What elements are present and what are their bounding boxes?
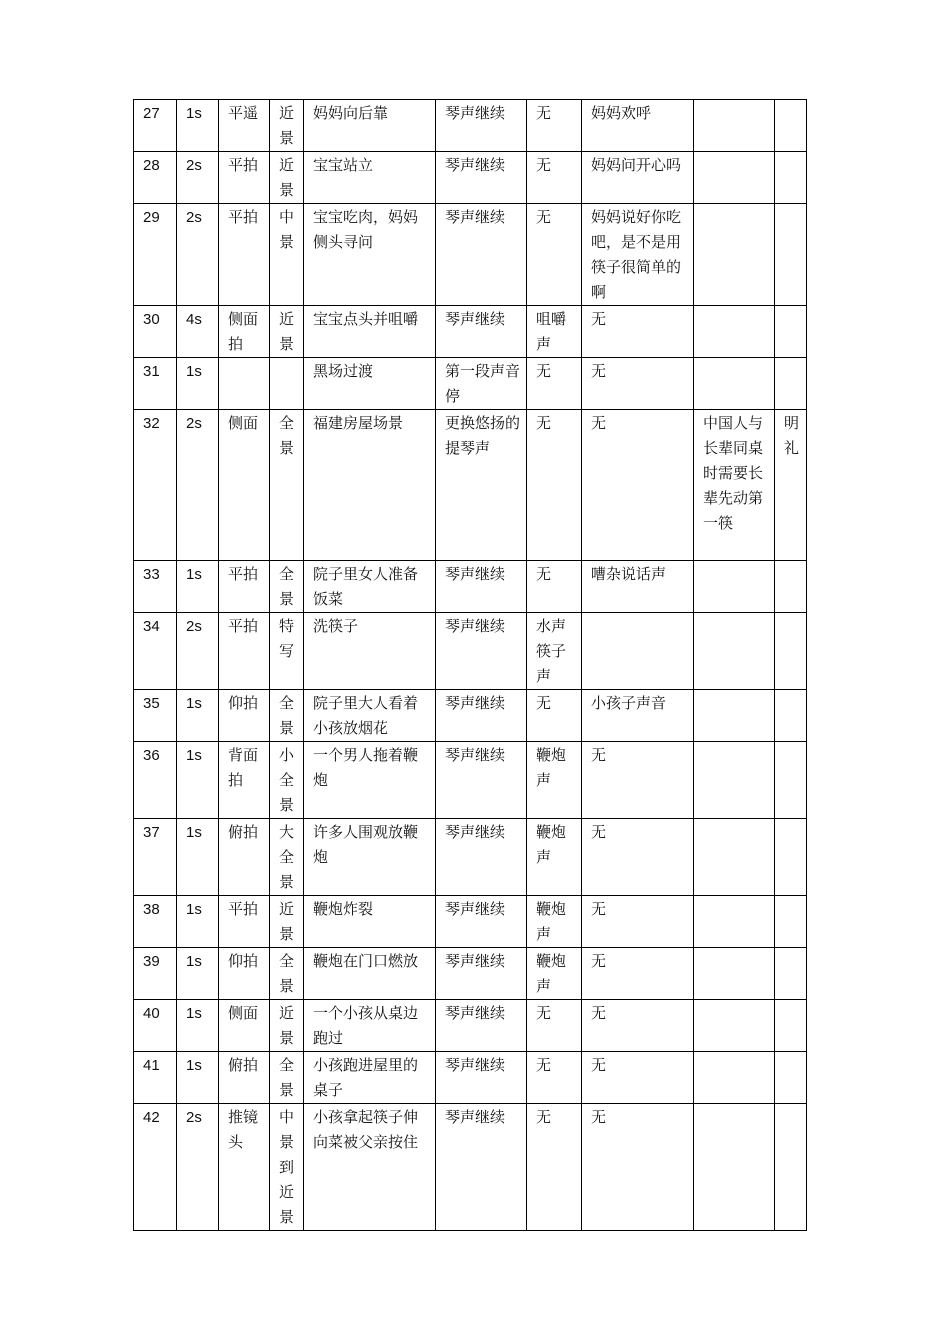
table-row xyxy=(134,948,807,1000)
duration-cell: 1s xyxy=(177,819,219,896)
duration-cell: 2s xyxy=(177,204,219,306)
theme-cell xyxy=(775,306,807,358)
dialogue-cell: 嘈杂说话声 xyxy=(582,561,694,613)
music-cell: 琴声继续 xyxy=(436,742,527,819)
duration-cell: 1s xyxy=(177,1052,219,1104)
scene-content-cell: 鞭炮在门口燃放 xyxy=(304,948,436,1000)
dialogue-cell: 无 xyxy=(582,358,694,410)
sound-effects-cell: 无 xyxy=(527,561,582,613)
music-cell: 琴声继续 xyxy=(436,204,527,306)
shot-size-cell: 全景 xyxy=(270,690,304,742)
shot-number-cell: 42 xyxy=(134,1104,177,1231)
table-row xyxy=(134,561,807,613)
music-cell: 更换悠扬的提琴声 xyxy=(436,410,527,561)
theme-cell xyxy=(775,1000,807,1052)
music-cell: 琴声继续 xyxy=(436,819,527,896)
theme-cell xyxy=(775,613,807,690)
note-cell xyxy=(694,204,775,306)
camera-angle-cell: 推镜头 xyxy=(219,1104,270,1231)
scene-content-cell: 小孩跑进屋里的桌子 xyxy=(304,1052,436,1104)
shot-number-cell: 41 xyxy=(134,1052,177,1104)
dialogue-cell: 无 xyxy=(582,306,694,358)
shot-size-cell: 近景 xyxy=(270,1000,304,1052)
shot-number-cell: 28 xyxy=(134,152,177,204)
table-row xyxy=(134,613,807,690)
dialogue-cell: 妈妈问开心吗 xyxy=(582,152,694,204)
dialogue-cell: 无 xyxy=(582,1052,694,1104)
shot-size-cell: 近景 xyxy=(270,152,304,204)
shot-size-cell: 特写 xyxy=(270,613,304,690)
sound-effects-cell: 鞭炮声 xyxy=(527,742,582,819)
sound-effects-cell: 无 xyxy=(527,410,582,561)
camera-angle-cell: 平拍 xyxy=(219,561,270,613)
note-cell xyxy=(694,306,775,358)
duration-cell: 2s xyxy=(177,410,219,561)
scene-content-cell: 小孩拿起筷子伸向菜被父亲按住 xyxy=(304,1104,436,1231)
shot-size-cell: 大全景 xyxy=(270,819,304,896)
note-cell xyxy=(694,948,775,1000)
shot-size-cell: 近景 xyxy=(270,896,304,948)
shot-number-cell: 39 xyxy=(134,948,177,1000)
music-cell: 琴声继续 xyxy=(436,613,527,690)
scene-content-cell: 黑场过渡 xyxy=(304,358,436,410)
note-cell xyxy=(694,152,775,204)
shot-number-cell: 33 xyxy=(134,561,177,613)
shot-number-cell: 38 xyxy=(134,896,177,948)
scene-content-cell: 院子里女人准备饭菜 xyxy=(304,561,436,613)
music-cell: 琴声继续 xyxy=(436,561,527,613)
scene-content-cell: 鞭炮炸裂 xyxy=(304,896,436,948)
note-cell xyxy=(694,613,775,690)
note-cell xyxy=(694,896,775,948)
note-cell xyxy=(694,742,775,819)
music-cell: 琴声继续 xyxy=(436,1104,527,1231)
duration-cell: 2s xyxy=(177,1104,219,1231)
music-cell: 琴声继续 xyxy=(436,690,527,742)
dialogue-cell: 无 xyxy=(582,948,694,1000)
duration-cell: 2s xyxy=(177,152,219,204)
table-row xyxy=(134,1052,807,1104)
camera-angle-cell: 侧面拍 xyxy=(219,306,270,358)
shot-size-cell: 中景 xyxy=(270,204,304,306)
sound-effects-cell: 无 xyxy=(527,358,582,410)
duration-cell: 1s xyxy=(177,742,219,819)
scene-content-cell: 洗筷子 xyxy=(304,613,436,690)
theme-cell xyxy=(775,690,807,742)
shot-size-cell: 全景 xyxy=(270,948,304,1000)
storyboard-table xyxy=(133,99,807,1231)
dialogue-cell: 妈妈说好你吃吧，是不是用筷子很简单的啊 xyxy=(582,204,694,306)
note-cell xyxy=(694,1104,775,1231)
theme-cell: 明礼 xyxy=(775,410,807,561)
shot-size-cell: 全景 xyxy=(270,1052,304,1104)
sound-effects-cell: 无 xyxy=(527,1000,582,1052)
theme-cell xyxy=(775,896,807,948)
shot-number-cell: 32 xyxy=(134,410,177,561)
sound-effects-cell: 无 xyxy=(527,100,582,152)
sound-effects-cell: 水声筷子声 xyxy=(527,613,582,690)
duration-cell: 1s xyxy=(177,100,219,152)
music-cell: 琴声继续 xyxy=(436,896,527,948)
shot-size-cell: 中景到近景 xyxy=(270,1104,304,1231)
sound-effects-cell: 无 xyxy=(527,1104,582,1231)
theme-cell xyxy=(775,1104,807,1231)
camera-angle-cell: 仰拍 xyxy=(219,948,270,1000)
camera-angle-cell: 平拍 xyxy=(219,613,270,690)
shot-number-cell: 40 xyxy=(134,1000,177,1052)
note-cell xyxy=(694,358,775,410)
shot-number-cell: 36 xyxy=(134,742,177,819)
dialogue-cell: 无 xyxy=(582,410,694,561)
table-row xyxy=(134,690,807,742)
theme-cell xyxy=(775,204,807,306)
note-cell xyxy=(694,690,775,742)
music-cell: 琴声继续 xyxy=(436,1000,527,1052)
table-row xyxy=(134,152,807,204)
camera-angle-cell: 背面拍 xyxy=(219,742,270,819)
sound-effects-cell: 鞭炮声 xyxy=(527,819,582,896)
music-cell: 琴声继续 xyxy=(436,152,527,204)
shot-number-cell: 29 xyxy=(134,204,177,306)
shot-size-cell xyxy=(270,358,304,410)
scene-content-cell: 院子里大人看着小孩放烟花 xyxy=(304,690,436,742)
table-row xyxy=(134,410,807,561)
scene-content-cell: 宝宝站立 xyxy=(304,152,436,204)
music-cell: 第一段声音停 xyxy=(436,358,527,410)
shot-size-cell: 全景 xyxy=(270,561,304,613)
shot-number-cell: 35 xyxy=(134,690,177,742)
shot-size-cell: 近景 xyxy=(270,100,304,152)
sound-effects-cell: 咀嚼声 xyxy=(527,306,582,358)
music-cell: 琴声继续 xyxy=(436,1052,527,1104)
camera-angle-cell xyxy=(219,358,270,410)
duration-cell: 1s xyxy=(177,1000,219,1052)
dialogue-cell: 无 xyxy=(582,896,694,948)
table-row xyxy=(134,358,807,410)
dialogue-cell: 无 xyxy=(582,1000,694,1052)
camera-angle-cell: 平遥 xyxy=(219,100,270,152)
scene-content-cell: 妈妈向后靠 xyxy=(304,100,436,152)
scene-content-cell: 福建房屋场景 xyxy=(304,410,436,561)
camera-angle-cell: 侧面 xyxy=(219,410,270,561)
duration-cell: 2s xyxy=(177,613,219,690)
shot-size-cell: 近景 xyxy=(270,306,304,358)
camera-angle-cell: 侧面 xyxy=(219,1000,270,1052)
camera-angle-cell: 俯拍 xyxy=(219,819,270,896)
theme-cell xyxy=(775,742,807,819)
sound-effects-cell: 鞭炮声 xyxy=(527,896,582,948)
note-cell xyxy=(694,561,775,613)
theme-cell xyxy=(775,358,807,410)
duration-cell: 1s xyxy=(177,358,219,410)
shot-number-cell: 31 xyxy=(134,358,177,410)
camera-angle-cell: 平拍 xyxy=(219,152,270,204)
duration-cell: 1s xyxy=(177,690,219,742)
camera-angle-cell: 平拍 xyxy=(219,896,270,948)
sound-effects-cell: 无 xyxy=(527,152,582,204)
scene-content-cell: 宝宝点头并咀嚼 xyxy=(304,306,436,358)
duration-cell: 1s xyxy=(177,561,219,613)
table-row xyxy=(134,306,807,358)
sound-effects-cell: 鞭炮声 xyxy=(527,948,582,1000)
table-row xyxy=(134,819,807,896)
music-cell: 琴声继续 xyxy=(436,948,527,1000)
dialogue-cell: 无 xyxy=(582,1104,694,1231)
table-row xyxy=(134,1000,807,1052)
camera-angle-cell: 平拍 xyxy=(219,204,270,306)
shot-number-cell: 34 xyxy=(134,613,177,690)
sound-effects-cell: 无 xyxy=(527,204,582,306)
scene-content-cell: 一个男人拖着鞭炮 xyxy=(304,742,436,819)
scene-content-cell: 许多人围观放鞭炮 xyxy=(304,819,436,896)
music-cell: 琴声继续 xyxy=(436,306,527,358)
scene-content-cell: 宝宝吃肉，妈妈侧头寻问 xyxy=(304,204,436,306)
note-cell xyxy=(694,100,775,152)
duration-cell: 1s xyxy=(177,896,219,948)
scene-content-cell: 一个小孩从桌边跑过 xyxy=(304,1000,436,1052)
music-cell: 琴声继续 xyxy=(436,100,527,152)
note-cell: 中国人与长辈同桌时需要长辈先动第一筷 xyxy=(694,410,775,561)
theme-cell xyxy=(775,819,807,896)
dialogue-cell: 妈妈欢呼 xyxy=(582,100,694,152)
note-cell xyxy=(694,1000,775,1052)
table-row xyxy=(134,1104,807,1231)
shot-number-cell: 30 xyxy=(134,306,177,358)
note-cell xyxy=(694,1052,775,1104)
table-row xyxy=(134,896,807,948)
table-body xyxy=(134,100,807,1231)
table-row xyxy=(134,100,807,152)
theme-cell xyxy=(775,561,807,613)
sound-effects-cell: 无 xyxy=(527,1052,582,1104)
dialogue-cell: 小孩子声音 xyxy=(582,690,694,742)
dialogue-cell: 无 xyxy=(582,742,694,819)
shot-number-cell: 37 xyxy=(134,819,177,896)
shot-number-cell: 27 xyxy=(134,100,177,152)
theme-cell xyxy=(775,948,807,1000)
shot-size-cell: 小全景 xyxy=(270,742,304,819)
theme-cell xyxy=(775,100,807,152)
duration-cell: 4s xyxy=(177,306,219,358)
camera-angle-cell: 仰拍 xyxy=(219,690,270,742)
theme-cell xyxy=(775,1052,807,1104)
theme-cell xyxy=(775,152,807,204)
dialogue-cell xyxy=(582,613,694,690)
table-row xyxy=(134,204,807,306)
note-cell xyxy=(694,819,775,896)
sound-effects-cell: 无 xyxy=(527,690,582,742)
table-row xyxy=(134,742,807,819)
dialogue-cell: 无 xyxy=(582,819,694,896)
shot-size-cell: 全景 xyxy=(270,410,304,561)
camera-angle-cell: 俯拍 xyxy=(219,1052,270,1104)
duration-cell: 1s xyxy=(177,948,219,1000)
